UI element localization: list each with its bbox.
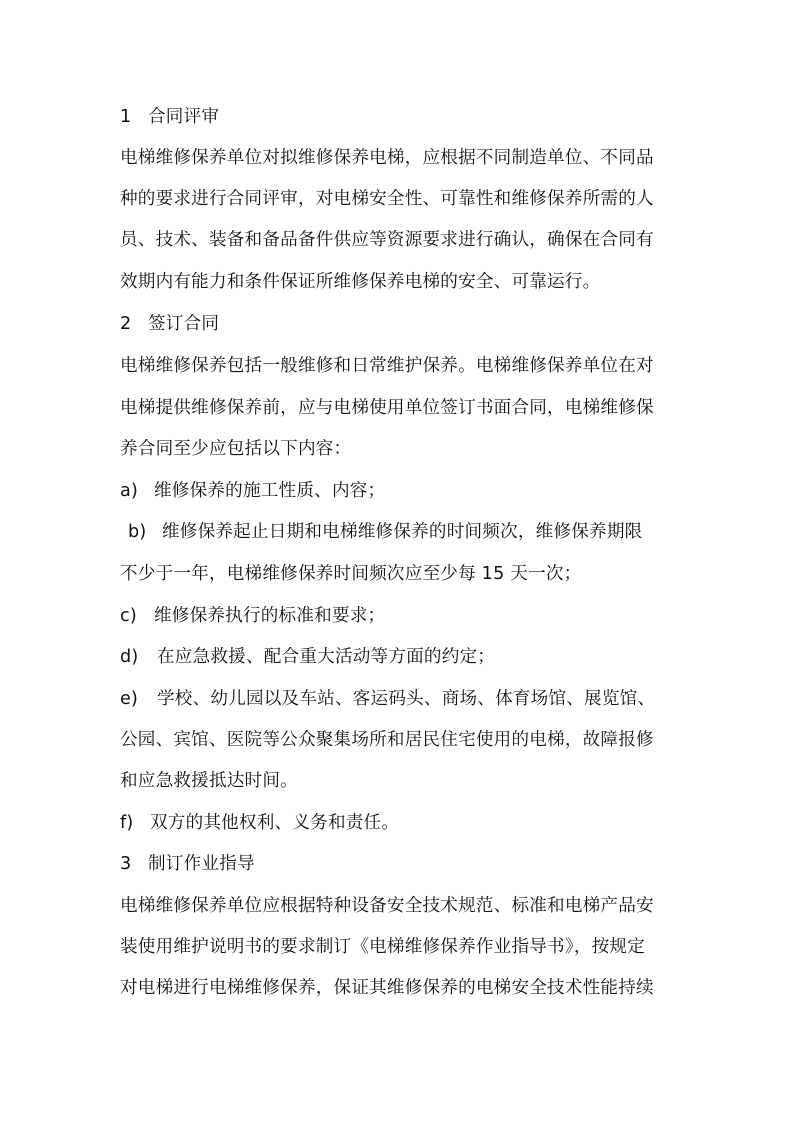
list-item-continuation: 不少于一年，电梯维修保养时间频次应至少每 15 天一次； bbox=[120, 564, 582, 584]
list-marker: a) bbox=[120, 481, 139, 501]
list-item-d bbox=[120, 646, 680, 668]
paragraph-line: 效期内有能力和条件保证所维修保养电梯的安全、可靠运行。 bbox=[120, 272, 601, 292]
list-marker: b) bbox=[128, 522, 147, 542]
list-item-continuation: 公园、宾馆、医院等公众聚集场所和居民住宅使用的电梯，故障报修 bbox=[120, 730, 654, 750]
section-title: 合同评审 bbox=[148, 107, 220, 127]
list-item-text: 学校、幼儿园以及车站、客运码头、商场、体育场馆、展览馆、 bbox=[157, 689, 656, 709]
list-marker: d) bbox=[120, 647, 139, 667]
list-item-text: 在应急救援、配合重大活动等方面的约定； bbox=[157, 647, 496, 667]
list-item-a bbox=[120, 480, 680, 502]
paragraph-line: 种的要求进行合同评审，对电梯安全性、可靠性和维修保养所需的人 bbox=[120, 189, 654, 209]
paragraph-line: 员、技术、装备和备品备件供应等资源要求进行确认，确保在合同有 bbox=[120, 230, 654, 250]
paragraph-line: 电梯维修保养包括一般维修和日常维护保养。电梯维修保养单位在对 bbox=[120, 356, 654, 376]
list-marker: e) bbox=[120, 689, 139, 709]
paragraph-line: 电梯提供维修保养前，应与电梯使用单位签订书面合同，电梯维修保 bbox=[120, 398, 654, 418]
section-number: 1 bbox=[120, 107, 132, 127]
section-heading-2 bbox=[120, 313, 680, 335]
paragraph-line: 装使用维护说明书的要求制订《电梯维修保养作业指导书》，按规定 bbox=[120, 937, 646, 957]
paragraph-line: 养合同至少应包括以下内容： bbox=[120, 439, 352, 459]
list-marker: f) bbox=[120, 813, 134, 833]
list-item-text: 维修保养的施工性质、内容； bbox=[154, 481, 386, 501]
list-item-c bbox=[120, 605, 680, 627]
section-title: 签订合同 bbox=[148, 314, 220, 334]
list-item-text: 双方的其他权利、义务和责任。 bbox=[150, 813, 400, 833]
paragraph-line: 电梯维修保养单位对拟维修保养电梯，应根据不同制造单位、不同品 bbox=[120, 148, 654, 168]
list-item-e bbox=[120, 688, 680, 710]
paragraph-line: 电梯维修保养单位应根据特种设备安全技术规范、标准和电梯产品安 bbox=[120, 896, 654, 916]
list-item-f bbox=[120, 812, 680, 834]
section-heading-1 bbox=[120, 106, 680, 128]
section-number: 2 bbox=[120, 314, 132, 334]
section-heading-3 bbox=[120, 853, 680, 875]
section-number: 3 bbox=[120, 854, 132, 874]
list-marker: c) bbox=[120, 606, 137, 626]
list-item-text: 维修保养起止日期和电梯维修保养的时间频次，维修保养期限 bbox=[162, 522, 643, 542]
paragraph-line: 对电梯进行电梯维修保养，保证其维修保养的电梯安全技术性能持续 bbox=[120, 978, 654, 998]
list-item-b bbox=[128, 521, 688, 543]
section-title: 制订作业指导 bbox=[148, 854, 255, 874]
list-item-text: 维修保养执行的标准和要求； bbox=[154, 606, 386, 626]
list-item-continuation: 和应急救援抵达时间。 bbox=[120, 771, 298, 791]
